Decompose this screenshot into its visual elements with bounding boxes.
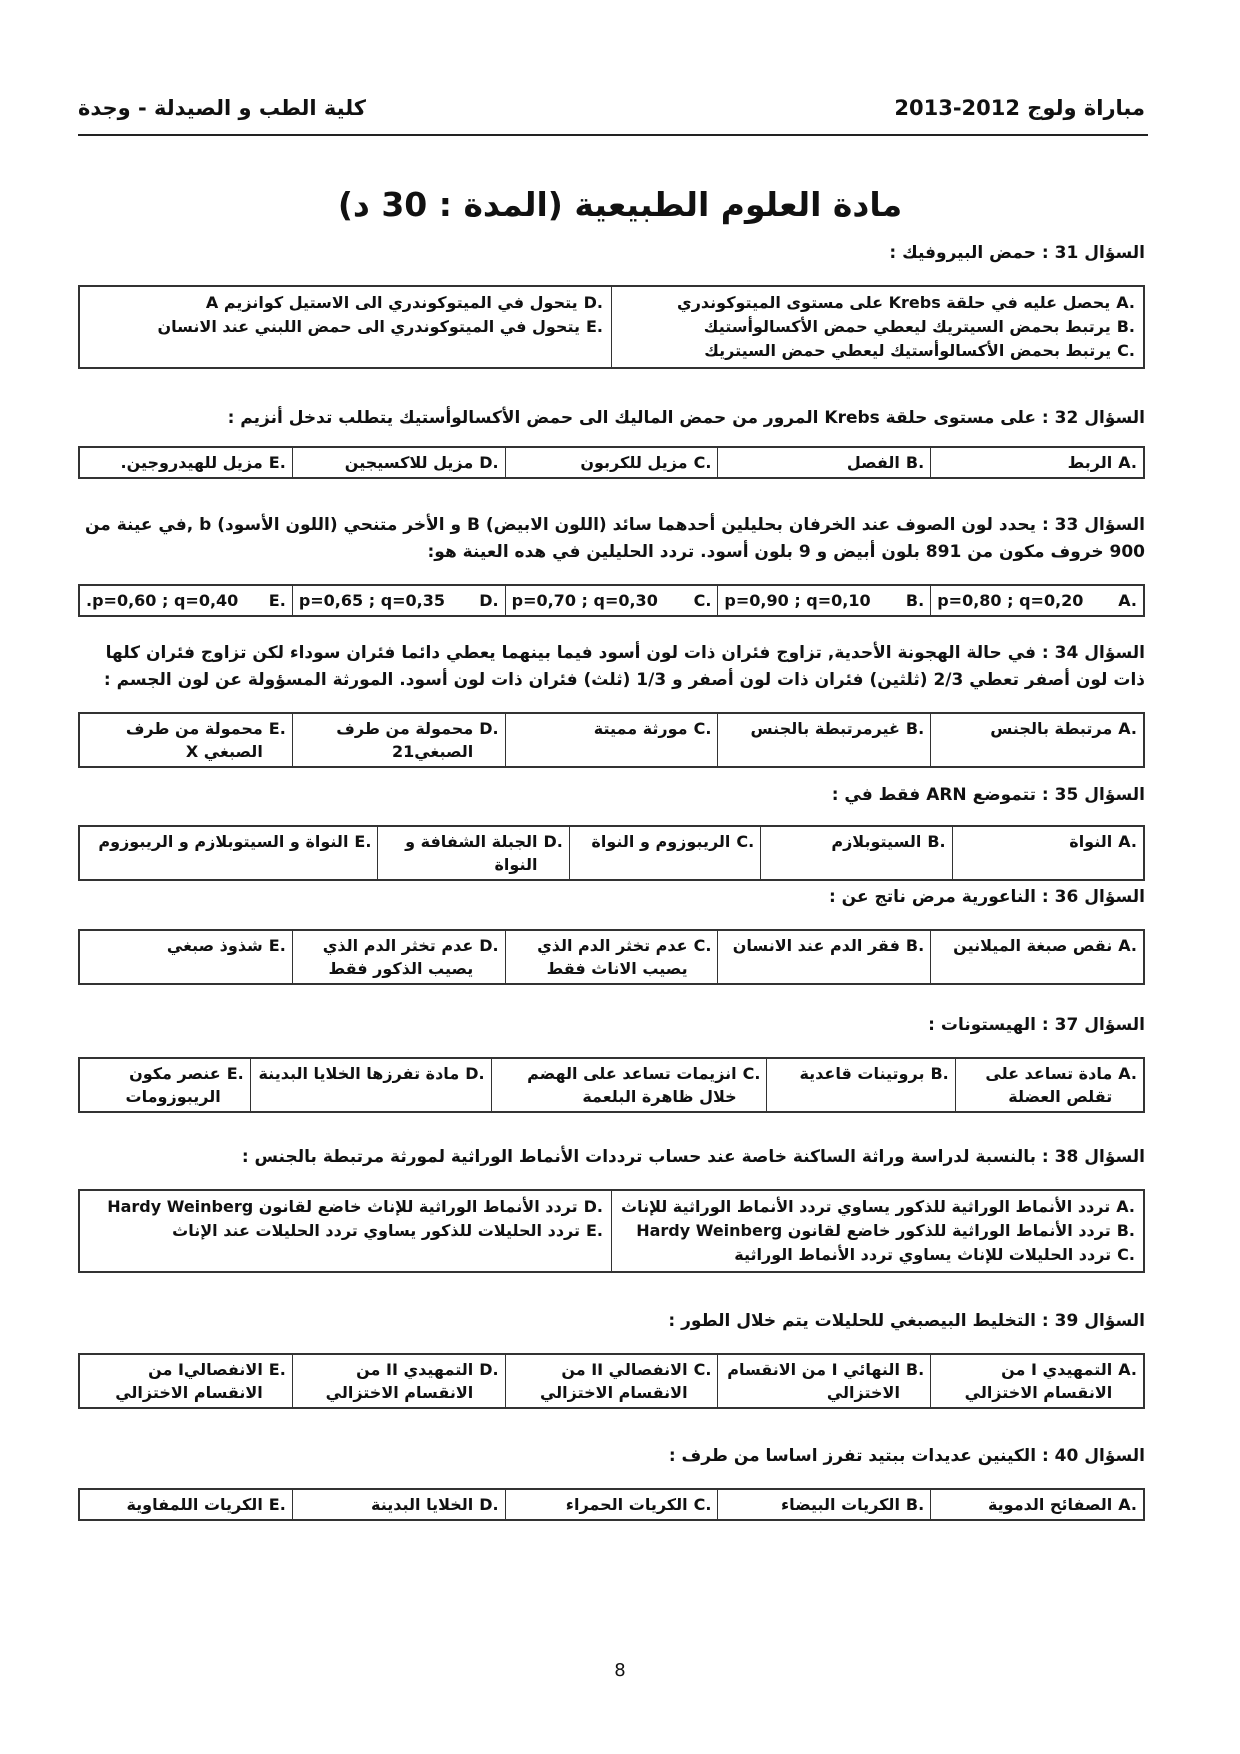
faculty-header: كلية الطب و الصيدلة - وجدة — [78, 96, 367, 120]
option-a[interactable]: A. نقص صبغة الميلانين — [930, 931, 1143, 983]
option-d[interactable]: D. الخلايا البدينة — [292, 1490, 505, 1519]
question-stem: السؤال 35 : تتموضع ARN فقط في : — [831, 785, 1145, 805]
question-stem: السؤال 40 : الكينين عديدات ببتيد تفرز اساسا من طرف : — [668, 1446, 1145, 1466]
option-e[interactable]: E. .p=0,60 ; q=0,40 — [86, 591, 286, 610]
question-stem: السؤال 34 : في حالة الهجونة الأحدية, تزاوج فئران ذات لون أسود فيما بينهما يعطي دائما فئران سوداء لكن تزاوج فئران كلها ذات لون أصفر تعطي 2/3 (ثلثين) فئران ذات لون أصفر و 1/3 (ثلث) فئران ذات لون أسود. المورثة المسؤولة عن لون الجسم : — [103, 643, 1145, 690]
question-stem: السؤال 38 : بالنسبة لدراسة وراثة الساكنة خاصة عند حساب ترددات الأنماط الوراثية لمورثة مرتبطة بالجنس : — [241, 1147, 1145, 1167]
options-box — [78, 1353, 1145, 1409]
options-column — [611, 1191, 1143, 1271]
option-d[interactable]: D. تردد الأنماط الوراثية للإناث خاضع لقانون Hardy Weinberg — [107, 1197, 603, 1216]
option-e[interactable]: E. تردد الحليلات للذكور يساوي تردد الحليلات عند الإناث — [172, 1221, 603, 1240]
option-b[interactable]: B. بروتينات قاعدية — [766, 1059, 954, 1111]
option-d[interactable]: D. يتحول في الميتوكوندري الى الاستيل كوانزيم A — [205, 293, 603, 312]
exam-title-header: مباراة ولوج 2012-2013 — [894, 96, 1145, 120]
option-c[interactable]: C. تردد الحليلات للإناث يساوي تردد الأنماط الوراثية — [734, 1245, 1135, 1264]
option-b[interactable]: B. p=0,90 ; q=0,10 — [717, 586, 930, 615]
option-b[interactable]: B. غيرمرتبطة بالجنس — [717, 714, 930, 766]
option-a[interactable]: A. يحصل عليه في حلقة Krebs على مستوى الميتوكوندري — [677, 293, 1135, 312]
option-c[interactable]: C. الريبوزوم و النواة — [569, 827, 760, 879]
option-a[interactable]: A. النواة — [952, 827, 1143, 879]
options-box — [78, 1189, 1145, 1273]
options-column — [80, 287, 611, 367]
question-37 — [78, 1012, 1145, 1113]
option-a[interactable]: A. الربط — [930, 448, 1143, 477]
option-d[interactable]: D. عدم تخثر الدم الذي يصيب الذكور فقط — [292, 931, 505, 983]
option-c[interactable]: C. مورثة مميتة — [505, 714, 718, 766]
options-column — [611, 287, 1143, 367]
question-stem: السؤال 33 : يحدد لون الصوف عند الخرفان بحليلين أحدهما سائد (اللون الابيض) B و الأخر متنحي (اللون الأسود) b ,في عينة من 900 خروف مكون من 891 بلون أبيض و 9 بلون أسود. تردد الحليلين في هده العينة هو: — [84, 515, 1145, 562]
question-stem: السؤال 39 : التخليط البيصبغي للحليلات يتم خلال الطور : — [668, 1311, 1145, 1331]
option-c[interactable]: C. p=0,70 ; q=0,30 — [505, 586, 718, 615]
option-a[interactable]: A. الصفائح الدموية — [930, 1490, 1143, 1519]
option-e[interactable]: E. شذوذ صبغي — [166, 936, 286, 955]
options-box — [78, 825, 1145, 881]
question-stem: السؤال 36 : الناعورية مرض ناتج عن : — [828, 887, 1145, 907]
option-a[interactable]: A. مرتبطة بالجنس — [930, 714, 1143, 766]
option-a[interactable]: A. التمهيدي I من الانقسام الاختزالي — [930, 1355, 1143, 1407]
question-31 — [78, 240, 1145, 369]
page-number: 8 — [614, 1660, 626, 1681]
question-38 — [78, 1144, 1145, 1273]
question-35 — [78, 782, 1145, 881]
option-c[interactable]: C. مزيل للكربون — [505, 448, 718, 477]
options-box — [78, 1057, 1145, 1113]
question-stem: السؤال 37 : الهيستونات : — [928, 1015, 1145, 1035]
option-e[interactable]: E. يتحول في الميتوكوندري الى حمض اللبني عند الانسان — [157, 317, 603, 336]
option-b[interactable]: B. يرتبط بحمض السيتريك ليعطي حمض الأكسالوأستيك — [703, 317, 1135, 336]
header-divider — [78, 134, 1148, 136]
options-box — [78, 446, 1145, 479]
option-a[interactable]: A. مادة تساعد على تقلص العضلة — [955, 1059, 1143, 1111]
option-d[interactable]: D. التمهيدي II من الانقسام الاختزالي — [292, 1355, 505, 1407]
options-box — [78, 584, 1145, 617]
option-b[interactable]: B. النهائي I من الانقسام الاختزالي — [717, 1355, 930, 1407]
option-a[interactable]: A. p=0,80 ; q=0,20 — [930, 586, 1143, 615]
option-d[interactable]: D. p=0,65 ; q=0,35 — [292, 586, 505, 615]
option-b[interactable]: B. فقر الدم عند الانسان — [717, 931, 930, 983]
option-b[interactable]: B. الكريات البيضاء — [717, 1490, 930, 1519]
question-40 — [78, 1443, 1145, 1521]
options-column — [80, 1191, 611, 1271]
option-c[interactable]: C. عدم تخثر الدم الذي يصيب الاناث فقط — [505, 931, 718, 983]
option-d[interactable]: D. محمولة من طرف الصبغي21 — [292, 714, 505, 766]
question-32 — [78, 405, 1145, 479]
option-c[interactable]: C. الانفصالي II من الانقسام الاختزالي — [505, 1355, 718, 1407]
option-c[interactable]: C. انزيمات تساعد على الهضم خلال ظاهرة البلعمة — [491, 1059, 767, 1111]
option-a[interactable]: A. تردد الأنماط الوراثية للذكور يساوي تردد الأنماط الوراثية للإناث — [620, 1197, 1135, 1216]
option-d[interactable]: D. مادة تفرزها الخلايا البدينة — [250, 1059, 491, 1111]
option-b[interactable]: B. السيتوبلازم — [760, 827, 951, 879]
option-e[interactable]: E. الانفصاليI من الانقسام الاختزالي — [115, 1360, 286, 1402]
option-c[interactable]: C. يرتبط بحمض الأكسالوأستيك ليعطي حمض السيتريك — [704, 341, 1135, 360]
question-stem: السؤال 32 : على مستوى حلقة Krebs المرور من حمض الماليك الى حمض الأكسالوأستيك يتطلب تدخل أنزيم : — [227, 408, 1145, 428]
options-box — [78, 1488, 1145, 1521]
option-e[interactable]: E. مزيل للهيدروجين. — [120, 453, 286, 472]
option-d[interactable]: D. الجبلة الشفافة و النواة — [377, 827, 568, 879]
question-36 — [78, 884, 1145, 985]
option-c[interactable]: C. الكريات الحمراء — [505, 1490, 718, 1519]
option-e[interactable]: E. النواة و السيتوبلازم و الريبوزوم — [98, 832, 372, 851]
option-d[interactable]: D. مزيل للاكسيجين — [292, 448, 505, 477]
option-b[interactable]: B. تردد الأنماط الوراثية للذكور خاضع لقانون Hardy Weinberg — [636, 1221, 1135, 1240]
option-e[interactable]: E. عنصر مكون الريبوزومات — [125, 1064, 244, 1106]
subject-title: مادة العلوم الطبيعية (المدة : 30 د) — [337, 185, 903, 224]
question-33 — [78, 512, 1145, 617]
options-box — [78, 929, 1145, 985]
question-stem: السؤال 31 : حمض البيروفيك : — [889, 243, 1145, 263]
option-b[interactable]: B. الفصل — [717, 448, 930, 477]
options-box — [78, 712, 1145, 768]
option-e[interactable]: E. محمولة من طرف الصبغي X — [125, 719, 286, 761]
options-box — [78, 285, 1145, 369]
question-34 — [78, 640, 1145, 768]
option-e[interactable]: E. الكريات اللمفاوية — [126, 1495, 286, 1514]
question-39 — [78, 1308, 1145, 1409]
